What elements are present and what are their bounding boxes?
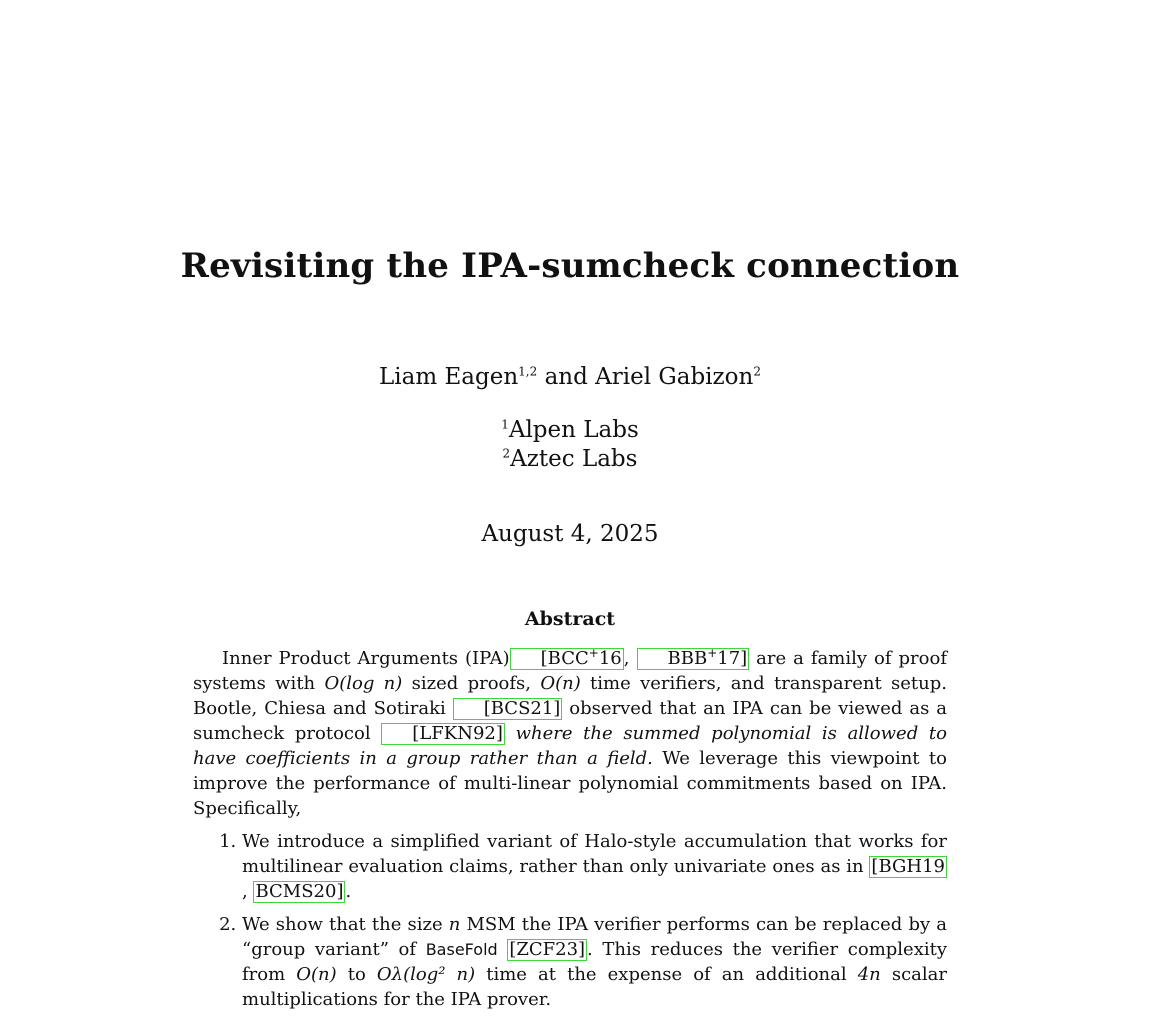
author-name: Liam Eagen	[379, 364, 519, 390]
contribution-text: to	[336, 964, 377, 985]
abstract-body	[193, 646, 947, 1020]
abstract-heading: Abstract	[524, 608, 616, 630]
abstract-text: Inner Product Arguments (IPA)	[222, 648, 510, 669]
affiliation-name: Alpen Labs	[508, 417, 639, 443]
math-expression: O(n)	[296, 964, 337, 985]
citation-year: 17]	[717, 648, 748, 669]
contribution-item	[242, 912, 947, 1012]
citation-link[interactable]	[637, 648, 750, 670]
author-affil-sup: 1,2	[518, 364, 538, 379]
author-conjunction: and	[544, 364, 588, 390]
citation-sup: +	[707, 646, 718, 660]
contribution-text	[498, 939, 508, 960]
affiliation-list	[0, 416, 1140, 474]
contribution-text: We show that the size	[242, 914, 449, 935]
citation-separator: ,	[623, 648, 637, 669]
abstract-text: are a family of proof systems with	[193, 648, 948, 694]
contribution-text: time at the expense of an additional	[475, 964, 858, 985]
math-expression: n	[448, 914, 461, 935]
paper-date: August 4, 2025	[481, 521, 659, 547]
citation-link[interactable]: [ZCF23]	[509, 939, 586, 960]
author-line	[0, 364, 1140, 390]
citation-year: 16	[598, 648, 622, 669]
abstract-emphasis: where the summed polynomial is allowed to have coefficients in a group rather than a field.	[193, 723, 947, 769]
math-expression: 4n	[857, 964, 881, 985]
abstract-text: We leverage this viewpoint to improve the performance of multi-linear polynomial commitments based on IPA. Specifically,	[193, 748, 947, 819]
citation-link[interactable]: [BGH19	[871, 856, 945, 877]
citation-sup: +	[588, 646, 599, 660]
contribution-text: MSM the IPA verifier performs can be replaced by a “group variant” of	[242, 914, 947, 960]
abstract-text: observed that an IPA can be viewed as a sumcheck protocol	[193, 698, 947, 744]
abstract-text: time verifiers, and transparent setup. Bootle, Chiesa and Sotiraki	[193, 673, 947, 719]
basefold-name: BaseFold	[425, 940, 498, 959]
affiliation	[0, 445, 1140, 474]
citation-key: [BCC	[540, 648, 589, 669]
math-expression: O(n)	[540, 673, 581, 694]
citation-separator: ,	[242, 881, 254, 902]
contribution-text: We introduce a simplified variant of Halo-style accumulation that works for multilinear evaluation claims, rather than only univariate ones as in	[242, 831, 947, 877]
affiliation-sup: 2	[502, 446, 511, 461]
math-expression: O(log n)	[324, 673, 403, 694]
abstract-text: sized proofs,	[402, 673, 541, 694]
contribution-text: .	[345, 881, 352, 902]
citation-link[interactable]: [LFKN92]	[381, 723, 505, 745]
contribution-text: scalar multiplications for the IPA prover.	[242, 964, 948, 1010]
citation-key: BBB	[667, 648, 708, 669]
contribution-list	[193, 829, 947, 1012]
affiliation-sup: 1	[501, 417, 509, 432]
math-expression: Oλ(log² n)	[376, 964, 476, 985]
affiliation	[0, 416, 1140, 445]
citation-link[interactable]: BCMS20]	[255, 881, 344, 902]
contribution-item	[242, 829, 947, 904]
affiliation-name: Aztec Labs	[510, 446, 638, 472]
author-affil-sup: 2	[753, 364, 761, 379]
author-name: Ariel Gabizon	[595, 364, 754, 390]
citation-link[interactable]: [BCS21]	[453, 698, 563, 720]
citation-link[interactable]	[510, 648, 624, 670]
abstract-paragraph	[193, 646, 947, 821]
paper-title: Revisiting the IPA-sumcheck connection	[180, 246, 960, 286]
contribution-text: . This reduces the verifier complexity from	[242, 939, 948, 985]
